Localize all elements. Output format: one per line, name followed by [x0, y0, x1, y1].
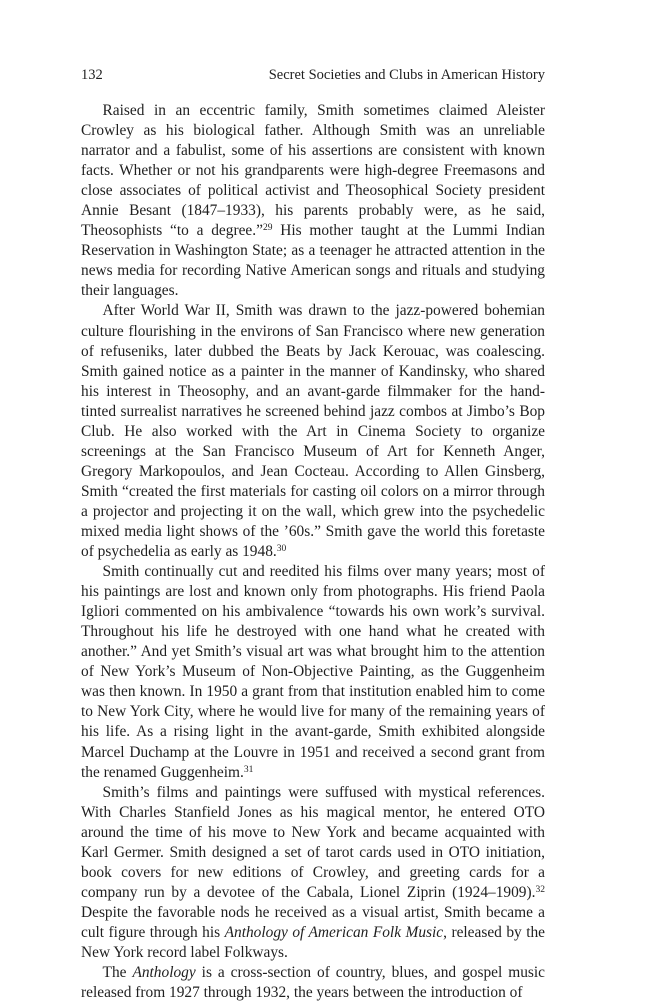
paragraph-text: Smith continually cut and reedited his films over many years; most of his paintings are lost and known only from photographs. His friend Paola Igliori commented on his ambivalence “towards his own work’s survival. Throughout his life he destroyed with one hand what he created with another.” And yet Smith’s visual art was what brought him to the attention of New York’s Museum of Non-Objective Painting, as the Guggenheim was then known. In 1950 a grant from that institution enabled him to come to New York City, where he would live for many of the remaining years of his life. As a rising light in the avant-garde, Smith exhibited alongside Marcel Duchamp at the Louvre in 1951 and received a second grant from the renamed Guggenheim.: [81, 563, 545, 781]
paragraph-text: , released by the New York record label Folkways.: [81, 923, 546, 961]
footnote-reference: 32: [535, 884, 545, 896]
running-head: [81, 64, 545, 86]
paragraph-text: The: [102, 964, 133, 982]
paragraph: [81, 101, 545, 301]
footnote-reference: 29: [262, 222, 273, 234]
footnote-reference: 30: [276, 543, 287, 555]
paragraph-text: Despite the favorable nods he received as a visual artist, Smith became a cult figure through his: [81, 903, 545, 941]
paragraph-text: Smith’s films and paintings were suffused with mystical references. With Charles Stanfield Jones as his magical mentor, he entered OTO around the time of his move to New York and became acquainted with Karl Germer. Smith designed a set of tarot cards used in OTO initiation, book covers for new editions of Crowley, and greeting cards for a company run by a devotee of the Cabala, Lionel Ziprin (1924–1909).: [81, 783, 545, 901]
body-text: [81, 101, 545, 1003]
paragraph: [81, 783, 545, 963]
paragraph-text: is a cross-section of country, blues, and gospel music released from 1927 through 1932, the years between the introduction of: [81, 964, 545, 1002]
running-head-title: Secret Societies and Clubs in American History: [268, 67, 545, 83]
paragraph: [81, 963, 545, 1003]
paragraph-text: His mother taught at the Lummi Indian Reservation in Washington State; as a teenager he attracted attention in the news media for recording Native American songs and rituals and studying their languages.: [81, 222, 546, 300]
paragraph: [81, 562, 545, 783]
footnote-reference: 31: [243, 763, 254, 775]
italic-title: Anthology: [132, 964, 196, 982]
paragraph: [81, 301, 545, 562]
paragraph-text: After World War II, Smith was drawn to the jazz-powered bohemian culture flourishing in the environs of San Francisco where new generation of refuseniks, later dubbed the Beats by Jack Kerouac, was coalescing. Smith gained notice as a painter in the manner of Kandinsky, who shared his interest in Theosophy, and an avant-garde filmmaker for the hand-tinted surrealist narratives he screened behind jazz combos at Jimbo’s Bop Club. He also worked with the Art in Cinema Society to organize screenings at the San Francisco Museum of Art for Kenneth Anger, Gregory Markopoulos, and Jean Cocteau. According to Allen Ginsberg, Smith “created the first materials for casting oil colors on a mirror through a projector and projecting it on the wall, which grew into the psychedelic mixed media light shows of the ’60s.” Smith gave the world this foretaste of psychedelia as early as 1948.: [81, 302, 545, 561]
italic-title: Anthology of American Folk Music: [224, 923, 444, 941]
paragraph-text: Raised in an eccentric family, Smith sometimes claimed Aleister Crowley as his biological father. Although Smith was an unreliable narrator and a fabulist, some of his assertions are consistent with known facts. Whether or not his grandparents were high-degree Freemasons and close associates of political activist and Theosophical Society president Annie Besant (1847–1933), his parents probably were, as he said, Theosophists “to a degree.”: [81, 102, 545, 240]
page-number: 132: [81, 67, 103, 83]
